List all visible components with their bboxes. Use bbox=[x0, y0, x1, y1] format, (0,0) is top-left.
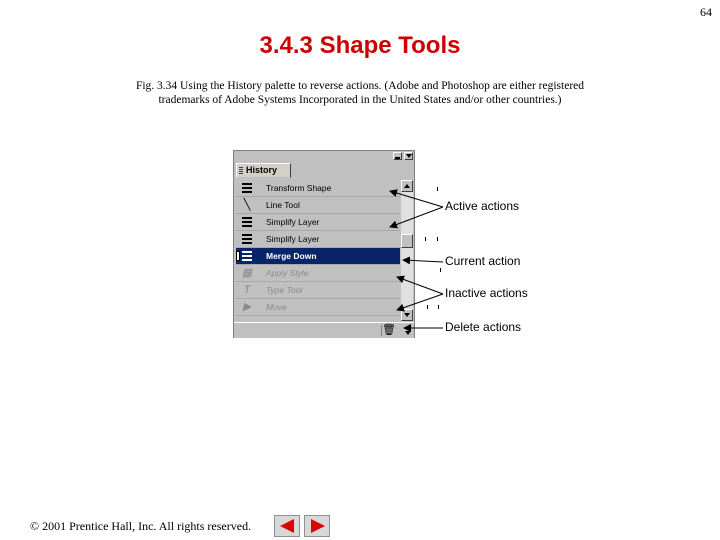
divider bbox=[438, 305, 439, 309]
active-arrow-upper bbox=[390, 191, 443, 207]
active-arrow-lower bbox=[390, 207, 443, 227]
history-row-label: Merge Down bbox=[266, 251, 317, 261]
label-active-actions: Active actions bbox=[445, 199, 520, 213]
divider bbox=[437, 237, 438, 241]
divider bbox=[440, 268, 441, 272]
line-tool-icon: ╲ bbox=[243, 199, 251, 211]
figure-caption: Fig. 3.34 Using the History palette to reverse actions. (Adobe and Photoshop are either registered trademarks of Adobe Systems Incorporated in the United States and/or other countries.) bbox=[135, 80, 585, 106]
style-icon: ▦ bbox=[241, 267, 253, 279]
history-row-label: Type Tool bbox=[266, 285, 303, 295]
history-row-label: Line Tool bbox=[266, 200, 300, 210]
tab-label: History bbox=[246, 165, 278, 175]
history-row-label: Move bbox=[266, 302, 287, 312]
divider bbox=[425, 237, 426, 241]
history-row-label: Simplify Layer bbox=[266, 217, 320, 227]
history-row-label: Apply Style bbox=[266, 268, 309, 278]
copyright-footer: © 2001 Prentice Hall, Inc. All rights reserved. bbox=[30, 519, 252, 533]
inactive-arrow-lower bbox=[397, 294, 443, 310]
label-delete-actions: Delete actions bbox=[445, 320, 522, 334]
divider bbox=[437, 187, 438, 191]
trash-icon[interactable]: 🗑 bbox=[382, 324, 396, 336]
current-arrow bbox=[403, 260, 443, 262]
move-tool-icon: ▶ bbox=[242, 301, 252, 313]
label-inactive-actions: Inactive actions bbox=[445, 286, 528, 300]
next-slide-icon[interactable] bbox=[304, 515, 330, 537]
page-number: 64 bbox=[700, 5, 712, 19]
label-current-action: Current action bbox=[445, 254, 521, 268]
divider bbox=[427, 305, 428, 309]
previous-slide-icon[interactable] bbox=[274, 515, 300, 537]
inactive-arrow-upper bbox=[397, 277, 443, 294]
type-tool-icon: T bbox=[243, 284, 251, 296]
history-row-label: Transform Shape bbox=[266, 183, 332, 193]
history-row-label: Simplify Layer bbox=[266, 234, 320, 244]
slide-title: 3.4.3 Shape Tools bbox=[259, 32, 461, 59]
